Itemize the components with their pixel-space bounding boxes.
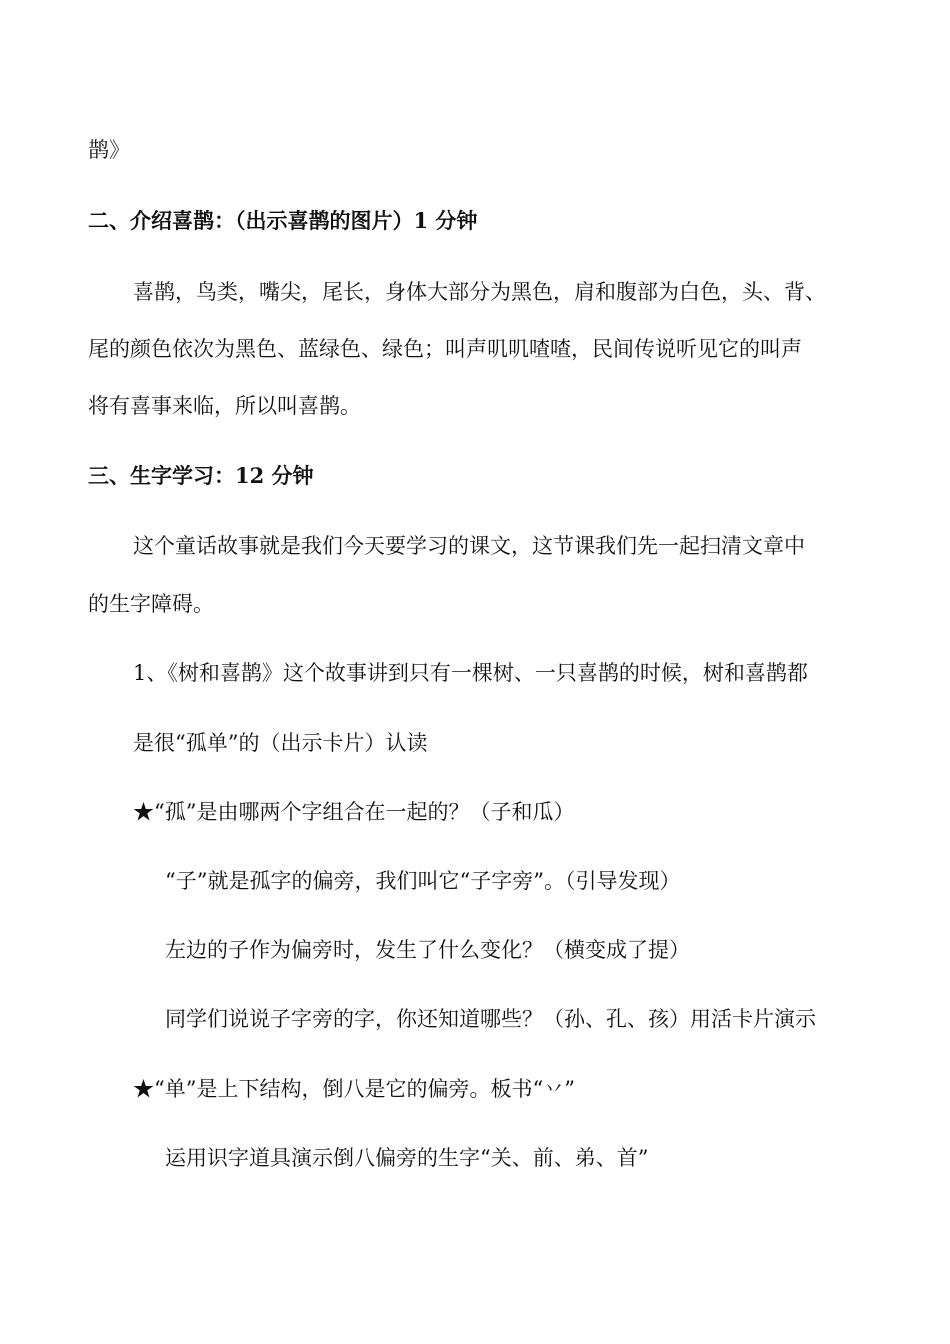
text-line-continuation: 鹊》 [88, 138, 130, 162]
numbered-item-line: 1、《树和喜鹊》这个故事讲到只有一棵树、一只喜鹊的时候，树和喜鹊都 [133, 661, 808, 685]
paragraph-line: 这个童话故事就是我们今天要学习的课文，这节课我们先一起扫清文章中 [133, 534, 805, 558]
starred-item-line: ★“单”是上下结构，倒八是它的偏旁。板书“丷” [133, 1077, 575, 1101]
starred-item-line: ★“孤”是由哪两个字组合在一起的？（子和瓜） [133, 800, 575, 824]
section-heading-introduce-magpie: 二、介绍喜鹊：（出示喜鹊的图片）1 分钟 [88, 208, 478, 233]
indented-line: 同学们说说子字旁的字，你还知道哪些？（孙、孔、孩）用活卡片演示 [165, 1007, 816, 1031]
indented-line: “子”就是孤字的偏旁，我们叫它“子字旁”。（引导发现） [165, 869, 681, 893]
indented-line: 运用识字道具演示倒八偏旁的生字“关、前、弟、首” [165, 1146, 649, 1170]
paragraph-line: 喜鹊，鸟类，嘴尖，尾长，身体大部分为黑色，肩和腹部为白色，头、背、 [133, 280, 826, 304]
paragraph-line: 的生字障碍。 [88, 592, 214, 616]
paragraph-line: 将有喜事来临，所以叫喜鹊。 [88, 394, 361, 418]
numbered-item-line: 是很“孤单”的（出示卡片）认读 [133, 731, 428, 755]
indented-line: 左边的子作为偏旁时，发生了什么变化？（横变成了提） [165, 938, 690, 962]
paragraph-line: 尾的颜色依次为黑色、蓝绿色、绿色；叫声叽叽喳喳，民间传说听见它的叫声 [88, 337, 802, 361]
section-heading-new-characters: 三、生字学习：12 分钟 [88, 463, 314, 488]
